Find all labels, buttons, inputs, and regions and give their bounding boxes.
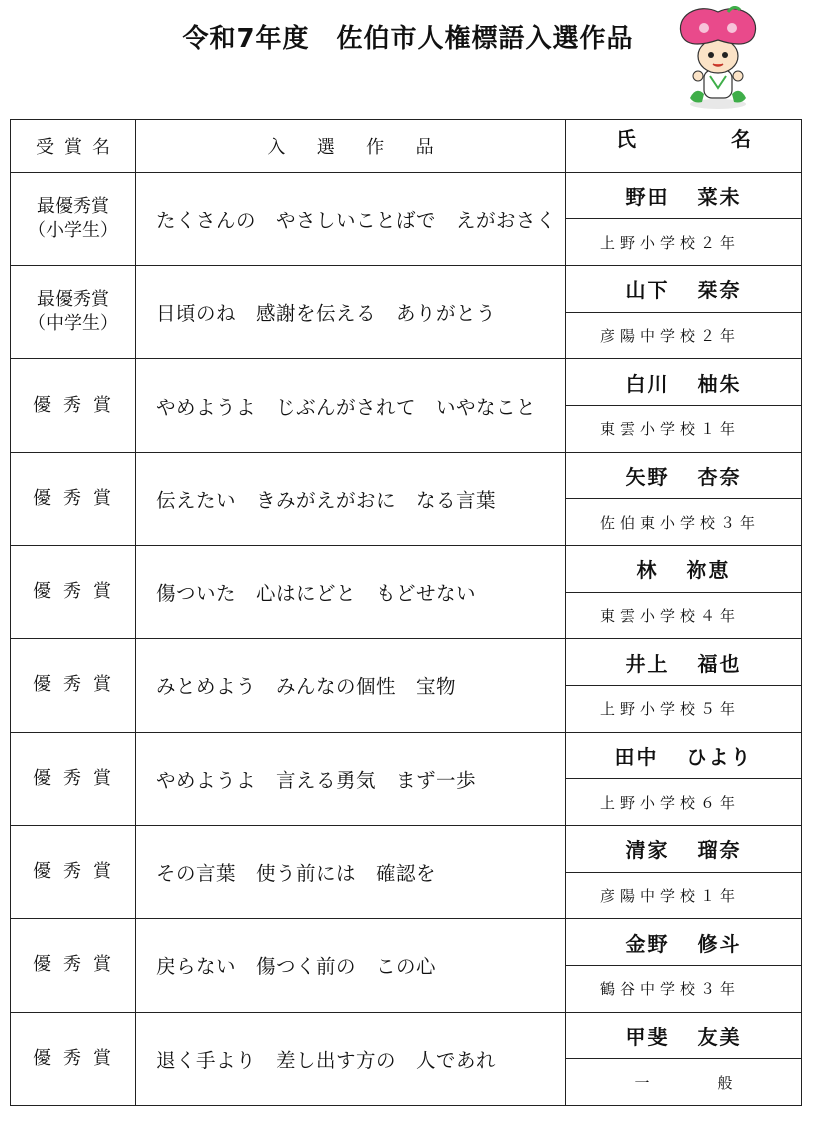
award-label: 優秀賞: [33, 767, 123, 789]
winner-name: [566, 639, 802, 686]
slogan-text: やめようよ じぶんがされて いやなこと: [136, 359, 566, 452]
winner-name: [566, 919, 802, 966]
table-row: [11, 639, 802, 686]
slogan-text: 傷ついた 心はにどと もどせない: [136, 545, 566, 638]
table-row: [11, 452, 802, 499]
award-cell: [11, 639, 136, 732]
school-grade: [566, 1059, 802, 1106]
table-row: [11, 359, 802, 406]
award-cell: [11, 172, 136, 265]
winner-name: [566, 1012, 802, 1059]
given-name: 栞奈: [697, 278, 742, 303]
family-name: 甲斐: [625, 1024, 670, 1049]
award-cell: [11, 825, 136, 918]
slogan-text: その言葉 使う前には 確認を: [136, 825, 566, 918]
table-row: [11, 919, 802, 966]
slogan-text: やめようよ 言える勇気 まず一歩: [136, 732, 566, 825]
given-name: 杏奈: [697, 465, 742, 489]
table-row: [11, 825, 802, 872]
award-label: 優秀賞: [33, 581, 123, 603]
given-name: 祢恵: [686, 558, 731, 583]
affiliation-char: 一: [634, 1073, 650, 1092]
table-row: [11, 732, 802, 779]
school-grade: 東雲小学校１年: [566, 406, 802, 453]
header-award: 受 賞 名: [11, 120, 136, 173]
slogan-text: みとめよう みんなの個性 宝物: [136, 639, 566, 732]
family-name: 田中: [614, 744, 659, 769]
header-work: 入 選 作 品: [136, 120, 566, 173]
winner-name: [566, 359, 802, 406]
school-grade: 彦陽中学校２年: [566, 312, 802, 359]
award-cell: [11, 1012, 136, 1105]
award-label: 優秀賞: [33, 1047, 123, 1069]
given-name: ひより: [686, 744, 753, 769]
slogan-text: 戻らない 傷つく前の この心: [136, 919, 566, 1012]
family-name: 清家: [625, 838, 670, 863]
table-header-row: [11, 120, 802, 173]
award-cell: [11, 919, 136, 1012]
given-name: 友美: [697, 1024, 742, 1049]
school-grade: 鶴谷中学校３年: [566, 965, 802, 1012]
given-name: 修斗: [697, 931, 742, 956]
given-name: 瑠奈: [697, 838, 742, 863]
award-label: （中学生）: [28, 313, 118, 335]
slogan-text: 日頃のね 感謝を伝える ありがとう: [136, 266, 566, 359]
page-title: 令和7年度 佐伯市人権標語入選作品: [182, 24, 634, 54]
family-name: 白川: [625, 371, 670, 396]
table-row: [11, 1012, 802, 1059]
given-name: 福也: [697, 651, 742, 676]
winner-name: [566, 732, 802, 779]
family-name: 山下: [625, 278, 670, 303]
family-name: 金野: [625, 931, 670, 956]
school-grade: 彦陽中学校１年: [566, 872, 802, 919]
family-name: 林: [636, 558, 659, 583]
winner-name: [566, 825, 802, 872]
slogan-text: 伝えたい きみがえがおに なる言葉: [136, 452, 566, 545]
award-label: 優秀賞: [33, 394, 123, 416]
school-grade: 東雲小学校４年: [566, 592, 802, 639]
winner-name: [566, 452, 802, 499]
family-name: 井上: [625, 651, 670, 676]
winner-name: [566, 172, 802, 219]
awards-table: [10, 119, 802, 1106]
given-name: 柚朱: [697, 371, 742, 396]
slogan-text: たくさんの やさしいことばで えがおさく: [136, 172, 566, 265]
family-name: 矢野: [625, 465, 670, 489]
school-grade: 上野小学校５年: [566, 685, 802, 732]
award-cell: [11, 359, 136, 452]
mascot-illustration: [668, 6, 768, 112]
affiliation-char: 般: [717, 1073, 733, 1092]
award-cell: [11, 266, 136, 359]
award-label: 優秀賞: [33, 487, 123, 509]
slogan-text: 退く手より 差し出す方の 人であれ: [136, 1012, 566, 1105]
given-name: 菜未: [697, 185, 742, 210]
award-label: 優秀賞: [33, 861, 123, 883]
school-grade: 上野小学校２年: [566, 219, 802, 266]
award-label: （小学生）: [28, 219, 118, 241]
award-cell: [11, 452, 136, 545]
winner-name: [566, 545, 802, 592]
award-label: 優秀賞: [33, 674, 123, 696]
award-label: 最優秀賞: [37, 289, 109, 311]
award-cell: [11, 545, 136, 638]
award-cell: [11, 732, 136, 825]
family-name: 野田: [625, 185, 670, 210]
school-grade: 佐伯東小学校３年: [566, 499, 802, 546]
table-row: [11, 266, 802, 313]
award-label: 優秀賞: [33, 954, 123, 976]
winner-name: [566, 266, 802, 313]
school-grade: 上野小学校６年: [566, 779, 802, 826]
table-row: [11, 172, 802, 219]
award-label: 最優秀賞: [37, 195, 109, 217]
header-name: 氏 名: [566, 120, 802, 173]
table-row: [11, 545, 802, 592]
